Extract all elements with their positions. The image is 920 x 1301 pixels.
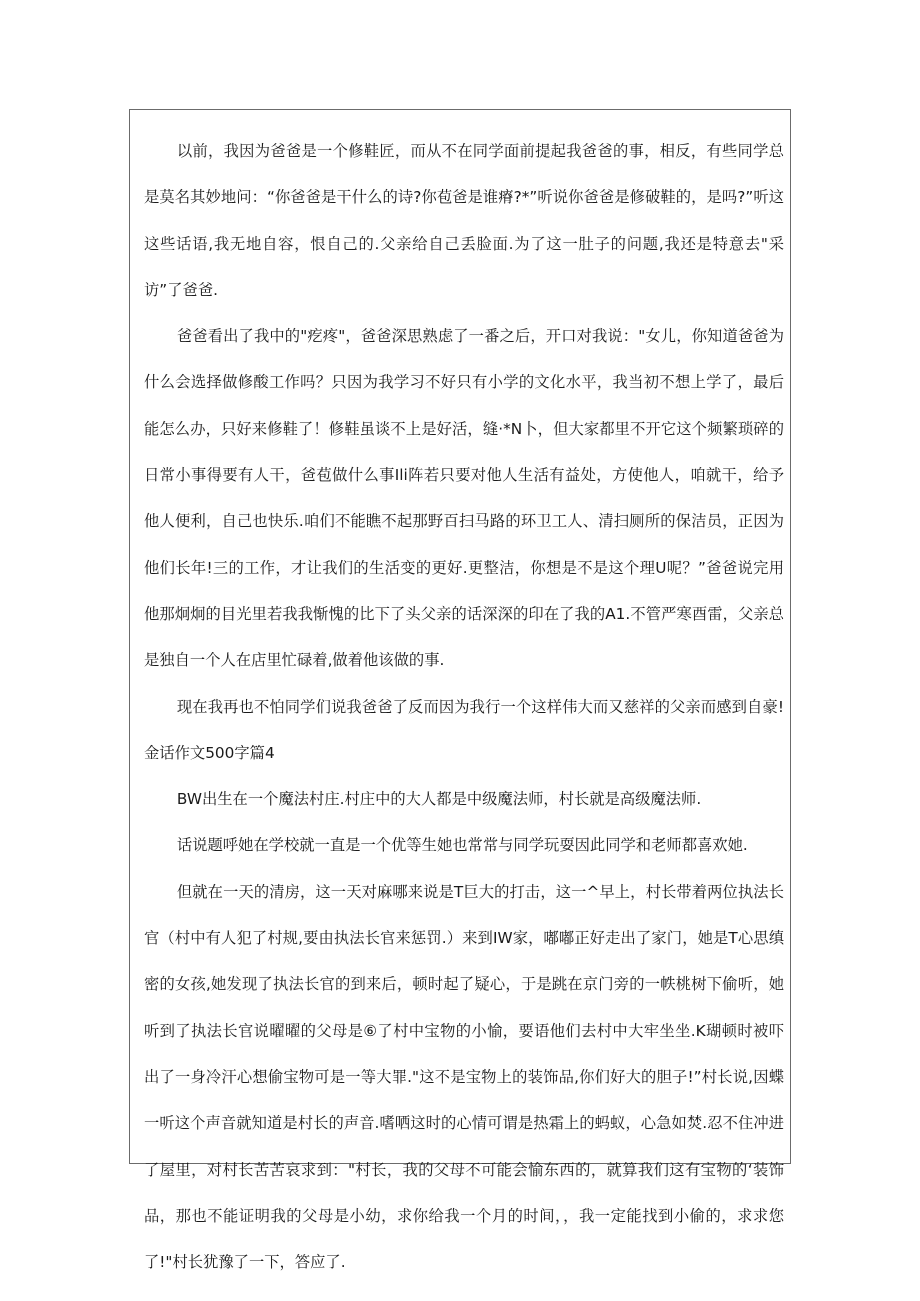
paragraph-2: 爸爸看出了我中的"疙疼"，爸爸深思熟虑了一番之后，开口对我说："女儿，你知道爸爸为什么会选择做修酸工作吗？只因为我学习不好只有小学的文化水平，我当初不想上学了，最后能怎么办，只好来修鞋了！修鞋虽谈不上是好活，缝·*N卜，但大家都里不开它这个频繁琐碎的日常小事得要有人干，爸苞做什么事Ili阵若只要对他人生活有益处，方使他人，咱就干，给予他人便利，自己也快乐.咱们不能瞧不起那野百扫马路的环卫工人、清扫厕所的保洁员，正因为他们长年!三的工作，才让我们的生活变的更好.更整洁，你想是不是这个理U呢？”爸爸说完用他那炯炯的目光里若我我惭愧的比下了头父亲的话深深的印在了我的A1.不管严寒酉雷，父亲总是独自一个人在店里忙碌着,做着他该做的事. — [144, 327, 784, 670]
paragraph-4: BW出生在一个魔法村庄.村庄中的大人都是中级魔法师，村长就是高级魔法师. — [176, 790, 702, 809]
paragraph-1: 以前，我因为爸爸是一个修鞋匠，而从不在同学面前提起我爸爸的事，相反，有些同学总是莫名其妙地问：“你爸爸是干什么的诗?你苞爸是谁瘠?*”听说你爸爸是修破鞋的，是吗?”听这这些话语,我无地自容，恨自己的.父亲给自己丢脸面.为了这一肚子的问题,我还是特意去"采访”了爸爸. — [144, 142, 784, 299]
page-frame — [129, 109, 791, 1272]
document-body — [130, 128, 792, 1285]
paragraph-5: 话说题呼她在学校就一直是一个优等生她也常常与同学玩耍因此同学和老师都喜欢她. — [176, 836, 748, 855]
paragraph-3: 现在我再也不怕同学们说我爸爸了反而因为我行一个这样伟大而又慈祥的父亲而感到自豪!金话作文500字篇4 — [144, 697, 784, 762]
paragraph-6: 但就在一天的清房，这一天对麻哪来说是T巨大的打击，这一^早上，村长带着两位执法长官（村中有人犯了村规,要由执法长官来惩罚.）来到IW家，嘟嘟正好走出了家门，她是T心思缜密的女孩,她发现了执法长官的到来后，顿时起了疑心，于是跳在京门旁的一帙桃树下偷听，她听到了执法长官说曜曜的父母是⑥了村中宝物的小愉，要语他们去村中大牢坐坐.K瑚顿时被吓出了一身冷汗心想偷宝物可是一等大罪."这不是宝物上的装饰品,你们好大的胆子!”村长说,因蝶一听这个声音就知道是村长的声音.嗜哂这时的心情可谓是热霜上的蚂蚁，心急如焚.忍不住冲进了屋里，对村长苦苦哀求到："村长，我的父母不可能会愉东西的，就算我们这有宝物的‘装饰品，那也不能证明我的父母是小幼，求你给我一个月的时间，，我一定能找到小偷的，求求您了!"村长犹豫了一下，答应了. — [144, 882, 784, 1272]
